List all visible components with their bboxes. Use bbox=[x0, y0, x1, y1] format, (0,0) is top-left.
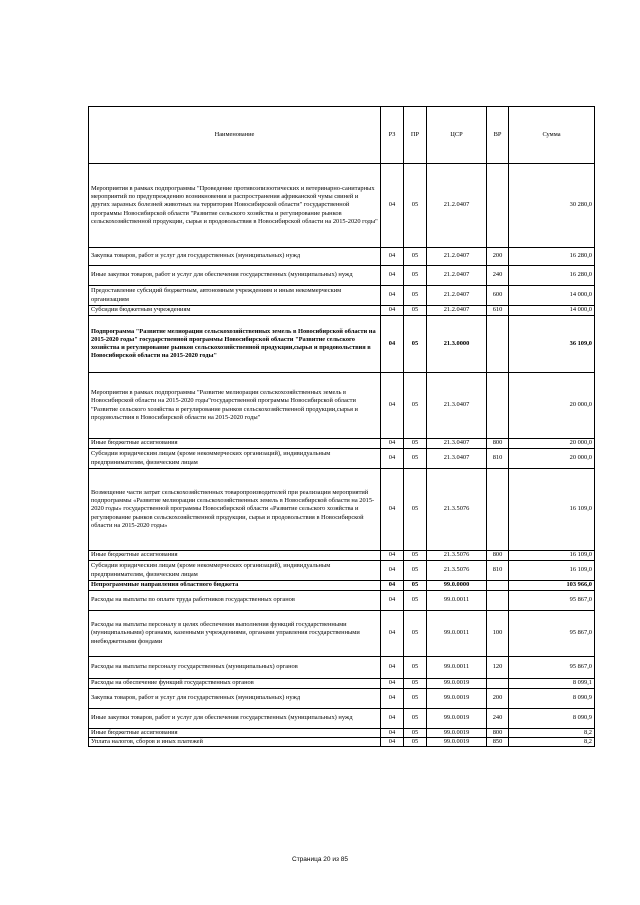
row-name: Иные закупки товаров, работ и услуг для обеспечения государственных (муниципальных) нужд bbox=[89, 709, 381, 729]
table-row bbox=[89, 689, 595, 709]
row-name: Мероприятия в рамках подпрограммы "Развитие мелиорации сельскохозяйственных земель в Новосибирской области на 2015-2020 годы"государственной программы Новосибирской области "Развитие сельского хозяйства и регулирование рынков сельскохозяйственной продукции,сырья и продовольствия в Новосибирской области на 2015-2020 годы" bbox=[89, 373, 381, 439]
row-pr: 05 bbox=[404, 469, 427, 551]
row-pr: 05 bbox=[404, 689, 427, 709]
table-row bbox=[89, 469, 595, 551]
row-csr: 99.0.0019 bbox=[427, 729, 487, 738]
row-rz: 04 bbox=[381, 373, 404, 439]
row-name: Расходы на выплаты по оплате труда работников государственных органов bbox=[89, 591, 381, 611]
row-rz: 04 bbox=[381, 738, 404, 747]
row-pr: 05 bbox=[404, 738, 427, 747]
row-sum: 95 867,0 bbox=[509, 611, 595, 657]
row-pr: 05 bbox=[404, 591, 427, 611]
row-name: Расходы на выплаты персоналу государственных (муниципальных) органов bbox=[89, 657, 381, 679]
row-name: Возмещение части затрат сельскохозяйственных товаропроизводителей при реализации мероприятий подпрограммы «Развитие мелиорации сельскохозяйственных земель в Новосибирской области на 2015-2020 годы» государственной программы Новосибирской области «Развитие сельского хозяйства и регулирование рынков сельскохозяйственной продукции, сырья и продовольствия в Новосибирской области на 2015-2020 годы» bbox=[89, 469, 381, 551]
row-name: Расходы на выплаты персоналу в целях обеспечения выполнения функций государственными (муниципальными) органами, казенными учреждениями, органами управления государственными внебюджетными фондами bbox=[89, 611, 381, 657]
row-name: Закупка товаров, работ и услуг для государственных (муниципальных) нужд bbox=[89, 248, 381, 266]
row-csr: 99.0.0011 bbox=[427, 657, 487, 679]
row-csr: 99.0.0019 bbox=[427, 689, 487, 709]
row-sum: 30 280,0 bbox=[509, 164, 595, 248]
row-pr: 05 bbox=[404, 286, 427, 306]
row-rz: 04 bbox=[381, 316, 404, 373]
row-vr bbox=[487, 316, 509, 373]
row-csr: 21.2.0407 bbox=[427, 286, 487, 306]
row-csr: 21.2.0407 bbox=[427, 164, 487, 248]
row-rz: 04 bbox=[381, 439, 404, 449]
row-sum: 8 099,1 bbox=[509, 679, 595, 689]
row-rz: 04 bbox=[381, 164, 404, 248]
row-csr: 21.2.0407 bbox=[427, 306, 487, 316]
header-name: Наименование bbox=[89, 107, 381, 164]
row-pr: 05 bbox=[404, 611, 427, 657]
row-vr: 610 bbox=[487, 306, 509, 316]
table-body bbox=[89, 164, 595, 747]
row-pr: 05 bbox=[404, 373, 427, 439]
table-row bbox=[89, 373, 595, 439]
table-row bbox=[89, 561, 595, 581]
row-rz: 04 bbox=[381, 689, 404, 709]
table-row bbox=[89, 248, 595, 266]
row-csr: 99.0.0011 bbox=[427, 611, 487, 657]
header-pr: ПР bbox=[404, 107, 427, 164]
row-name: Субсидии бюджетным учреждениям bbox=[89, 306, 381, 316]
row-sum: 14 000,0 bbox=[509, 306, 595, 316]
table-row bbox=[89, 439, 595, 449]
row-rz: 04 bbox=[381, 561, 404, 581]
row-rz: 04 bbox=[381, 286, 404, 306]
table-row bbox=[89, 611, 595, 657]
row-name: Субсидии юридическим лицам (кроме некоммерческих организаций), индивидуальным предпринимателям, физическим лицам bbox=[89, 561, 381, 581]
row-rz: 04 bbox=[381, 248, 404, 266]
header-rz: РЗ bbox=[381, 107, 404, 164]
row-csr: 21.3.0000 bbox=[427, 316, 487, 373]
row-rz: 04 bbox=[381, 657, 404, 679]
row-pr: 05 bbox=[404, 679, 427, 689]
row-rz: 04 bbox=[381, 469, 404, 551]
row-name: Расходы на обеспечение функций государственных органов bbox=[89, 679, 381, 689]
row-pr: 05 bbox=[404, 164, 427, 248]
row-sum: 16 109,0 bbox=[509, 469, 595, 551]
table-header bbox=[89, 107, 595, 164]
row-sum: 16 109,0 bbox=[509, 551, 595, 561]
row-csr: 99.0.0000 bbox=[427, 581, 487, 591]
row-csr: 21.3.5076 bbox=[427, 561, 487, 581]
row-vr bbox=[487, 373, 509, 439]
row-csr: 99.0.0011 bbox=[427, 591, 487, 611]
row-rz: 04 bbox=[381, 581, 404, 591]
row-csr: 21.3.0407 bbox=[427, 373, 487, 439]
table-row bbox=[89, 709, 595, 729]
row-pr: 05 bbox=[404, 729, 427, 738]
row-sum: 20 000,0 bbox=[509, 449, 595, 469]
table-row bbox=[89, 738, 595, 747]
row-pr: 05 bbox=[404, 709, 427, 729]
row-pr: 05 bbox=[404, 449, 427, 469]
row-sum: 20 000,0 bbox=[509, 439, 595, 449]
row-vr bbox=[487, 591, 509, 611]
row-rz: 04 bbox=[381, 679, 404, 689]
header-csr: ЦСР bbox=[427, 107, 487, 164]
row-pr: 05 bbox=[404, 248, 427, 266]
row-vr: 100 bbox=[487, 611, 509, 657]
row-sum: 16 280,0 bbox=[509, 248, 595, 266]
row-vr: 120 bbox=[487, 657, 509, 679]
row-csr: 21.3.0407 bbox=[427, 439, 487, 449]
row-name: Непрограммные направления областного бюджета bbox=[89, 581, 381, 591]
table-row bbox=[89, 551, 595, 561]
row-vr: 240 bbox=[487, 266, 509, 286]
table-row bbox=[89, 306, 595, 316]
table-row bbox=[89, 286, 595, 306]
budget-table bbox=[88, 106, 595, 747]
row-sum: 16 280,0 bbox=[509, 266, 595, 286]
row-pr: 05 bbox=[404, 266, 427, 286]
row-name: Уплата налогов, сборов и иных платежей bbox=[89, 738, 381, 747]
row-sum: 14 000,0 bbox=[509, 286, 595, 306]
row-name: Субсидии юридическим лицам (кроме некоммерческих организаций), индивидуальным предпринимателям, физическим лицам bbox=[89, 449, 381, 469]
row-rz: 04 bbox=[381, 306, 404, 316]
table-row bbox=[89, 591, 595, 611]
row-sum: 36 109,0 bbox=[509, 316, 595, 373]
row-sum: 8,2 bbox=[509, 738, 595, 747]
row-sum: 95 867,0 bbox=[509, 591, 595, 611]
row-name: Иные бюджетные ассигнования bbox=[89, 439, 381, 449]
row-csr: 99.0.0019 bbox=[427, 679, 487, 689]
table-row bbox=[89, 657, 595, 679]
row-name: Иные бюджетные ассигнования bbox=[89, 729, 381, 738]
row-sum: 20 000,0 bbox=[509, 373, 595, 439]
row-pr: 05 bbox=[404, 439, 427, 449]
table-row bbox=[89, 316, 595, 373]
table-row bbox=[89, 729, 595, 738]
row-sum: 95 867,0 bbox=[509, 657, 595, 679]
row-rz: 04 bbox=[381, 611, 404, 657]
row-name: Иные закупки товаров, работ и услуг для обеспечения государственных (муниципальных) нужд bbox=[89, 266, 381, 286]
row-rz: 04 bbox=[381, 449, 404, 469]
row-rz: 04 bbox=[381, 709, 404, 729]
row-name: Мероприятия в рамках подпрограммы "Проведение противоэпизоотических и ветеринарно-санитарных мероприятий по предупреждению возникновения и распространения африканской чумы свиней и других заразных болезней животных на территории Новосибирской области" государственной программы Новосибирской области "Развитие сельского хозяйства и регулирование рынков сельскохозяйственной продукции, сырья и продовольствия в Новосибирской области на 2015-2020 годы" bbox=[89, 164, 381, 248]
row-name: Закупка товаров, работ и услуг для государственных (муниципальных) нужд bbox=[89, 689, 381, 709]
row-sum: 103 966,0 bbox=[509, 581, 595, 591]
row-pr: 05 bbox=[404, 561, 427, 581]
row-vr: 810 bbox=[487, 561, 509, 581]
row-csr: 21.3.0407 bbox=[427, 449, 487, 469]
row-csr: 21.3.5076 bbox=[427, 469, 487, 551]
row-name: Иные бюджетные ассигнования bbox=[89, 551, 381, 561]
row-vr: 600 bbox=[487, 286, 509, 306]
row-vr bbox=[487, 469, 509, 551]
row-pr: 05 bbox=[404, 551, 427, 561]
row-rz: 04 bbox=[381, 591, 404, 611]
row-sum: 8 090,9 bbox=[509, 689, 595, 709]
row-csr: 21.3.5076 bbox=[427, 551, 487, 561]
row-vr: 850 bbox=[487, 738, 509, 747]
row-csr: 21.2.0407 bbox=[427, 248, 487, 266]
header-sum: Сумма bbox=[509, 107, 595, 164]
row-csr: 21.2.0407 bbox=[427, 266, 487, 286]
row-sum: 16 109,0 bbox=[509, 561, 595, 581]
row-csr: 99.0.0019 bbox=[427, 738, 487, 747]
header-vr: ВР bbox=[487, 107, 509, 164]
table-row bbox=[89, 266, 595, 286]
row-name: Подпрограмма "Развитие мелиорации сельскохозяйственных земель в Новосибирской области на 2015-2020 годы" государственной программы Новосибирской области "Развитие сельского хозяйства и регулирование рынков сельскохозяйственной продукции,сырья и продовольствия в Новосибирской области на 2015-2020 годы" bbox=[89, 316, 381, 373]
row-vr bbox=[487, 679, 509, 689]
row-csr: 99.0.0019 bbox=[427, 709, 487, 729]
row-rz: 04 bbox=[381, 729, 404, 738]
table-row bbox=[89, 164, 595, 248]
row-pr: 05 bbox=[404, 316, 427, 373]
row-vr: 800 bbox=[487, 551, 509, 561]
row-vr: 200 bbox=[487, 689, 509, 709]
row-vr bbox=[487, 164, 509, 248]
row-pr: 05 bbox=[404, 581, 427, 591]
row-vr: 800 bbox=[487, 439, 509, 449]
row-vr: 810 bbox=[487, 449, 509, 469]
row-pr: 05 bbox=[404, 657, 427, 679]
row-name: Предоставление субсидий бюджетным, автономным учреждениям и иным некоммерческим организациям bbox=[89, 286, 381, 306]
row-rz: 04 bbox=[381, 551, 404, 561]
page-number: Страница 20 из 85 bbox=[292, 856, 348, 863]
row-sum: 8 090,9 bbox=[509, 709, 595, 729]
table-row bbox=[89, 581, 595, 591]
table-row bbox=[89, 679, 595, 689]
row-vr: 200 bbox=[487, 248, 509, 266]
row-vr: 800 bbox=[487, 729, 509, 738]
table-row bbox=[89, 449, 595, 469]
row-sum: 8,2 bbox=[509, 729, 595, 738]
row-vr: 240 bbox=[487, 709, 509, 729]
row-pr: 05 bbox=[404, 306, 427, 316]
row-rz: 04 bbox=[381, 266, 404, 286]
row-vr bbox=[487, 581, 509, 591]
